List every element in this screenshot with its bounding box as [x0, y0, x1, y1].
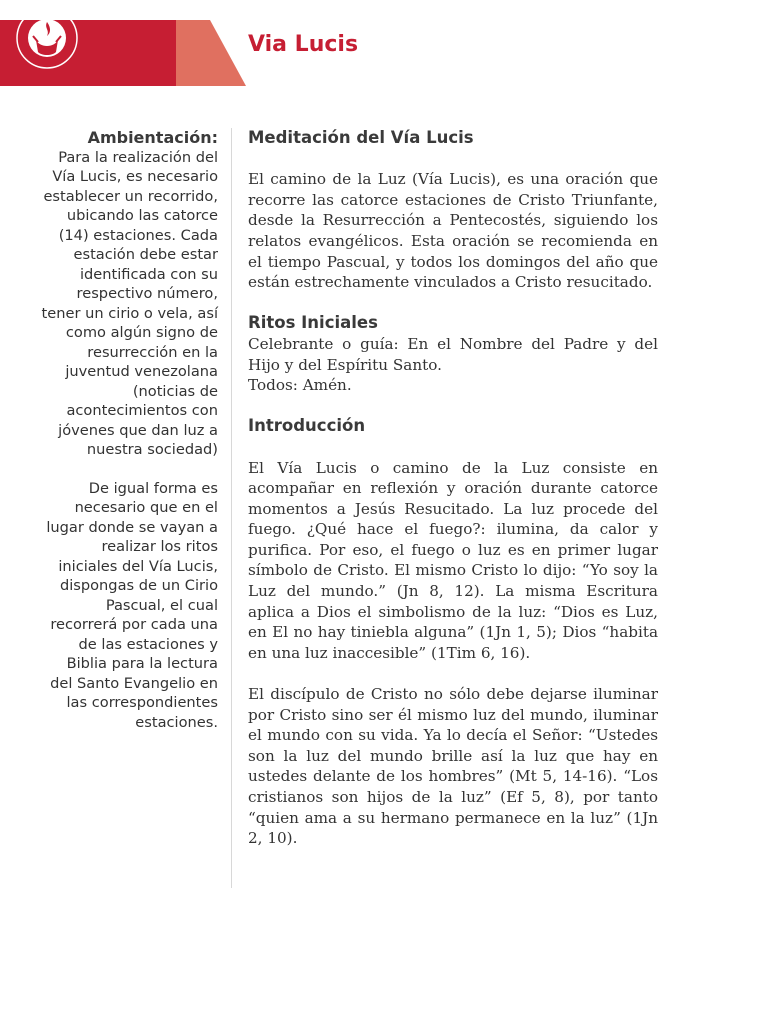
sidebar-ambientacion [40, 128, 218, 751]
page-title: Via Lucis [248, 32, 359, 57]
heading-introduccion: Introducción [248, 416, 366, 436]
paragraph-meditacion: El camino de la Luz (Vía Lucis), es una oración que recorre las catorce estaciones de Cristo Triunfante, desde la Resurrección a Pentecostés, siguiendo los relatos evangélicos. Esta oración se recomienda en el tiempo Pascual, y todos los domingos del año que están estrechamente vinculados a Cristo resucitado. [248, 170, 658, 292]
sidebar-text-1: Para la realización del Vía Lucis, es necesario establecer un recorrido, ubicando las catorce (14) estaciones. Cada estación debe estar identificada con su respectivo número, tener un cirio o vela, así como algún signo de resurrección en la juventud venezolana (noticias de acontecimientos con jóvenes que dan luz a nuestra sociedad) [41, 148, 218, 458]
heading-meditacion: Meditación del Vía Lucis [248, 128, 474, 147]
pastoral-juvenil-logo-icon [0, 0, 94, 72]
sidebar-heading: Ambientación: [87, 128, 218, 147]
header-banner [0, 0, 768, 88]
banner-shape [0, 0, 768, 88]
paragraph-ritos-celebrante: Celebrante o guía: En el Nombre del Padre y del Hijo y del Espíritu Santo. [248, 334, 658, 374]
paragraph-introduccion-2: El discípulo de Cristo no sólo debe dejarse iluminar por Cristo sino ser él mismo luz del mundo, iluminar el mundo con su vida. Ya lo decía el Señor: “Ustedes son la luz del mundo brille así la luz que hay en ustedes delante de los hombres” (Mt 5, 14-16). “Los cristianos son hijos de la luz” (Ef 5, 8), por tanto “quien ama a su hermano permanece en la luz” (1Jn 2, 10). [248, 685, 658, 848]
paragraph-ritos-todos: Todos: Amén. [248, 376, 352, 395]
column-divider [231, 128, 232, 888]
heading-ritos-iniciales: Ritos Iniciales [248, 313, 378, 333]
main-content [248, 128, 658, 849]
sidebar-paragraph-1 [40, 128, 218, 460]
paragraph-introduccion-1: El Vía Lucis o camino de la Luz consiste en acompañar en reflexión y oración durante catorce momentos a Jesús Resucitado. La luz procede del fuego. ¿Qué hace el fuego?: ilumina, da calor y purifica. Por eso, el fuego o luz es en primer lugar símbolo de Cristo. El mismo Cristo lo dijo: “Yo soy la Luz del mundo.” (Jn 8, 12). La misma Escritura aplica a Dios el simbolismo de la luz: “Dios es Luz, en El no hay tiniebla alguna” (1Jn 1, 5); Dios “habita en una luz inaccesible” (1Tim 6, 16). [248, 458, 658, 662]
sidebar-paragraph-2: De igual forma es necesario que en el lugar donde se vayan a realizar los ritos iniciales del Vía Lucis, dispongas de un Cirio Pascual, el cual recorrerá por cada una de las estaciones y Biblia para la lectura del Santo Evangelio en las correspondientes estaciones. [46, 479, 218, 731]
